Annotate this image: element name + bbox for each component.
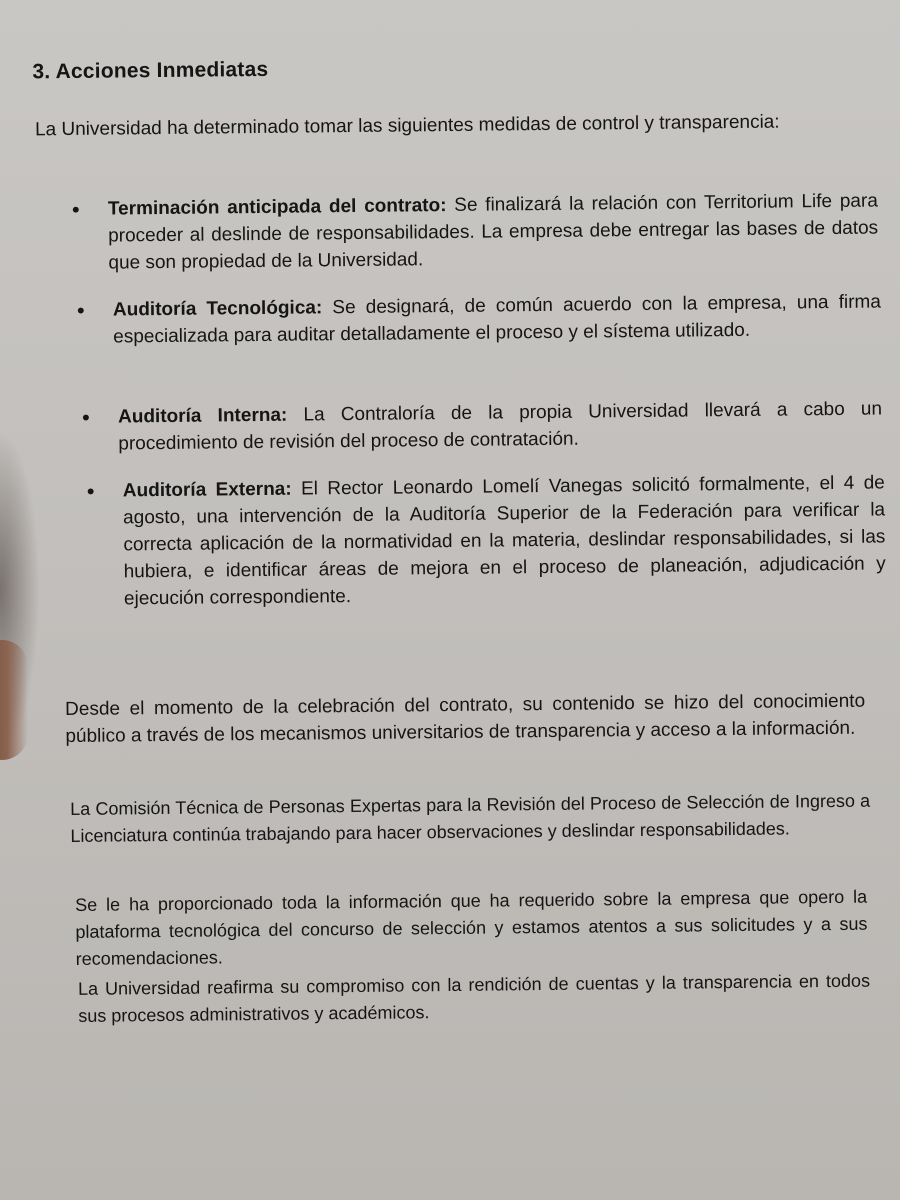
bullet-item (86, 469, 886, 612)
bullet-item (71, 187, 879, 276)
bullet-icon: • (76, 297, 85, 323)
bullet-icon: • (71, 196, 80, 222)
body-paragraph: Desde el momento de la celebración del contrato, su contenido se hizo del conocimiento público a través de los mecanismos universitarios de transparencia y acceso a la información. (65, 690, 866, 748)
bullet-item (76, 288, 882, 350)
bullet-text: La Contraloría de la propia Universidad llevará a cabo un procedimiento de revisión del proceso de contratación. (118, 398, 883, 455)
body-paragraph: La Universidad reafirma su compromiso con la rendición de cuentas y la transparencia en todos sus procesos administrativos y académicos. (77, 970, 871, 1026)
bullet-icon: • (86, 478, 95, 504)
body-paragraph: La Comisión Técnica de Personas Expertas para la Revisión del Proceso de Selección de Ingreso a Licenciatura continúa trabajando para hacer observaciones y deslindar responsabilidades. (70, 790, 871, 846)
intro-paragraph: La Universidad ha determinado tomar las siguientes medidas de control y transparencia: (34, 111, 780, 141)
bullet-item (81, 395, 883, 457)
bullet-title: Auditoría Interna: (117, 404, 288, 428)
bullet-text: El Rector Leonardo Lomelí Vanegas solicitó formalmente, el 4 de agosto, una intervención de la Auditoría Superior de la Federación para verificar la correcta aplicación de la normatividad en la materia, deslindar responsabilidades, si las hubiera, e identificar áreas de mejora en el proceso de planeación, adjudicación y ejecución correspondiente. (123, 472, 886, 610)
bullet-title: Auditoría Tecnológica: (112, 297, 323, 321)
section-heading: 3. Acciones Inmediatas (32, 57, 269, 84)
bullet-title: Auditoría Externa: (122, 478, 292, 502)
bullet-text: Se designará, de común acuerdo con la empresa, una firma especializada para auditar detalladamente el proceso y el sístema utilizado. (113, 291, 882, 348)
bullet-title: Terminación anticipada del contrato: (107, 195, 447, 220)
bullet-icon: • (81, 404, 90, 430)
bullet-text: Se finalizará la relación con Territorium Life para proceder al deslinde de responsabilidades. La empresa debe entregar las bases de datos que son propiedad de la Universidad. (108, 190, 879, 274)
body-paragraph: Se le ha proporcionado toda la información que ha requerido sobre la empresa que opero la plataforma tecnológica del concurso de selección y estamos atentos a sus solicitudes y a sus recomendaciones. (75, 886, 868, 969)
